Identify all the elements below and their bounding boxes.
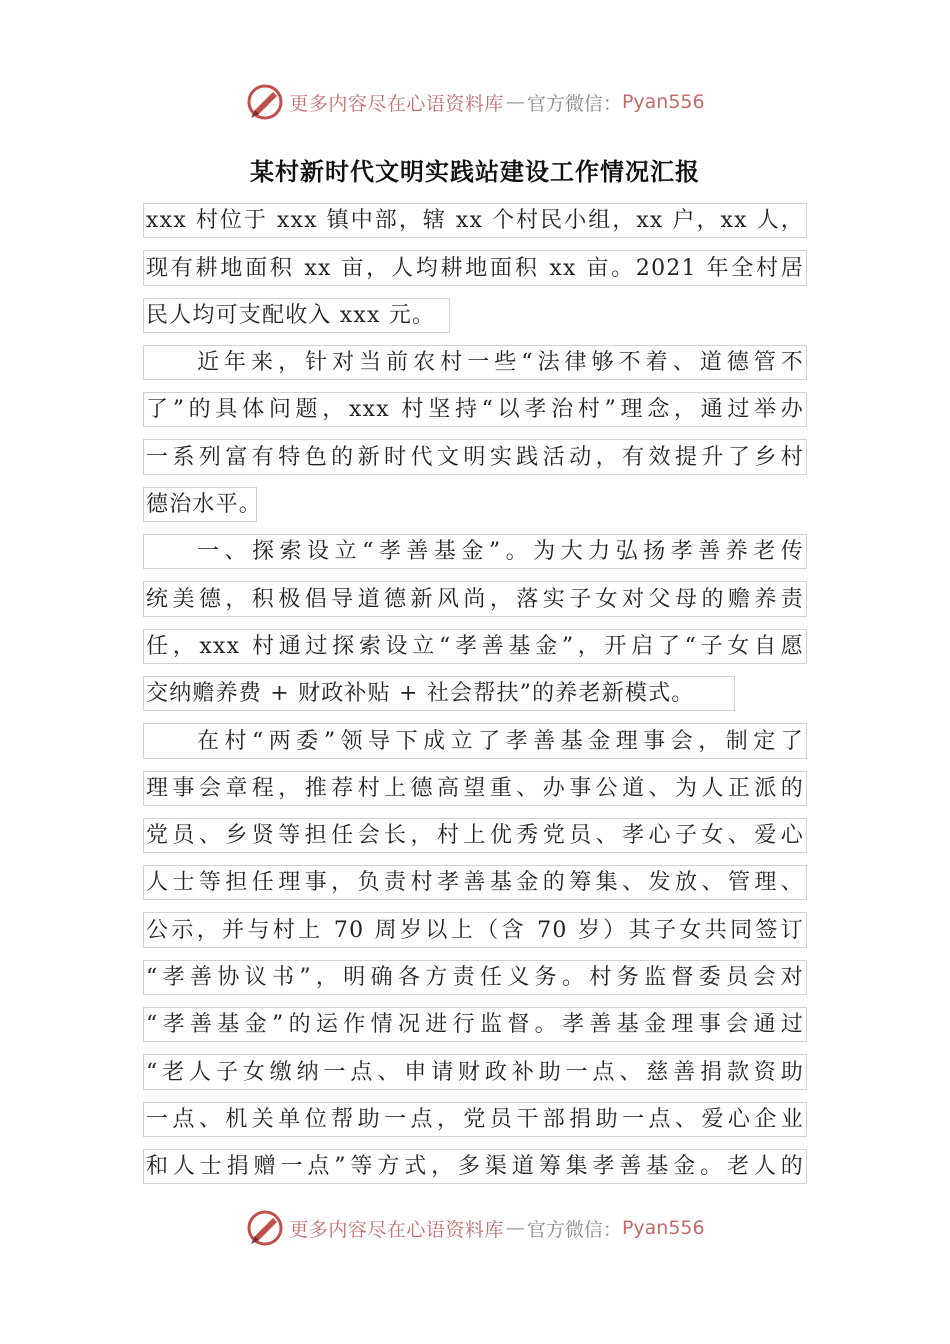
footer-watermark-banner <box>0 1206 950 1250</box>
line-text: 和人士捐赠一点”等方式，多渠道筹集孝善基金。老人的 <box>146 1154 804 1180</box>
line-text: 统美德，积极倡导道德新风尚，落实子女对父母的赡养责 <box>146 586 804 612</box>
text-line <box>143 337 807 384</box>
text-line <box>143 763 807 810</box>
line-text: 民人均可支配收入 xxx 元。 <box>146 302 436 328</box>
text-line <box>143 384 807 431</box>
pen-logo-icon <box>245 82 285 122</box>
banner-site-name: 更多内容尽在心语资料库 <box>289 1218 504 1241</box>
line-text: 在村“两委”领导下成立了孝善基金理事会，制定了 <box>197 728 804 754</box>
text-line <box>143 1046 807 1093</box>
line-text: 德治水平。 <box>146 492 263 518</box>
line-text: 一、探索设立“孝善基金”。为大力弘扬孝善养老传 <box>197 539 804 565</box>
line-text: 了”的具体问题，xxx 村坚持“以孝治村”理念，通过举办 <box>146 397 804 423</box>
text-line <box>143 242 807 289</box>
text-line <box>143 1094 807 1141</box>
text-line <box>143 904 807 951</box>
banner-dash: — <box>505 1217 525 1239</box>
text-line <box>143 431 807 478</box>
text-line <box>143 1141 807 1188</box>
line-text: “孝善协议书”，明确各方责任义务。村务监督委员会对 <box>146 965 804 991</box>
text-line <box>143 573 807 620</box>
line-text: 公示，并与村上 70 周岁以上（含 70 岁）其子女共同签订 <box>146 917 804 943</box>
text-line <box>143 479 807 526</box>
pen-logo-icon <box>245 1208 285 1248</box>
banner-site-name: 更多内容尽在心语资料库 <box>289 92 504 115</box>
line-text: “孝善基金”的运作情况进行监督。孝善基金理事会通过 <box>146 1012 804 1038</box>
banner-handle: Pyan556 <box>621 1217 705 1239</box>
banner-handle: Pyan556 <box>621 91 705 113</box>
text-line <box>143 999 807 1046</box>
text-line <box>143 290 807 337</box>
header-watermark-banner <box>0 80 950 124</box>
text-line <box>143 621 807 668</box>
text-line <box>143 526 807 573</box>
document-title: 某村新时代文明实践站建设工作情况汇报 <box>250 158 700 186</box>
line-text: 交纳赡养费 + 财政补贴 + 社会帮扶”的养老新模式。 <box>146 681 695 707</box>
banner-label: 官方微信： <box>526 92 622 115</box>
line-text: 一系列富有特色的新时代文明实践活动，有效提升了乡村 <box>146 444 804 470</box>
line-text: 党员、乡贤等担任会长，村上优秀党员、孝心子女、爱心 <box>146 823 804 849</box>
line-text: 一点、机关单位帮助一点，党员干部捐助一点、爱心企业 <box>146 1106 804 1132</box>
text-line <box>143 195 807 242</box>
line-text: 任，xxx 村通过探索设立“孝善基金”，开启了“子女自愿 <box>146 633 804 659</box>
line-text: 近年来，针对当前农村一些“法律够不着、道德管不 <box>197 350 804 376</box>
line-text: 理事会章程，推荐村上德高望重、办事公道、为人正派的 <box>146 775 804 801</box>
document-body <box>143 195 807 1188</box>
banner-label: 官方微信： <box>526 1218 622 1241</box>
line-text: “老人子女缴纳一点、申请财政补助一点、慈善捐款资助 <box>146 1059 804 1085</box>
text-line <box>143 668 807 715</box>
text-line <box>143 952 807 999</box>
line-text: 人士等担任理事，负责村孝善基金的筹集、发放、管理、 <box>146 870 804 896</box>
text-line <box>143 715 807 762</box>
line-text: xxx 村位于 xxx 镇中部，辖 xx 个村民小组，xx 户，xx 人， <box>146 208 804 234</box>
text-line <box>143 857 807 904</box>
text-line <box>143 810 807 857</box>
banner-dash: — <box>505 91 525 113</box>
line-text: 现有耕地面积 xx 亩，人均耕地面积 xx 亩。2021 年全村居 <box>146 255 804 281</box>
